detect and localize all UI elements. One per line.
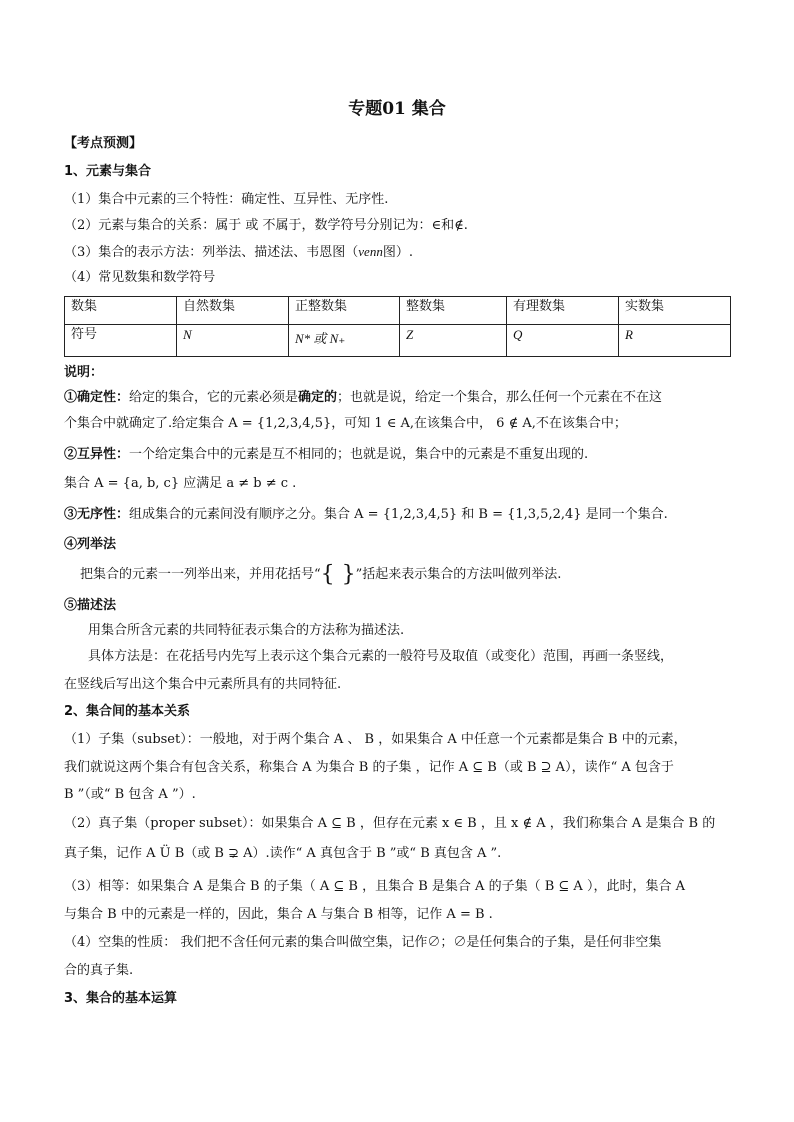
section-tag: 【考点预测】 [64, 136, 143, 151]
paragraph [64, 446, 588, 464]
paragraph: （4）常见数集和数学符号 [64, 270, 216, 285]
table-cell: N [177, 325, 289, 357]
term-label: ③无序性： [64, 507, 130, 522]
paragraph: 个集合中就确定了.给定集合 A = {1,2,3,4,5}，可知 1 ∈ A,在该集合中， 6 ∉ A,不在该集合中； [64, 416, 627, 431]
paragraph: （4）空集的性质： 我们把不含任何元素的集合叫做空集，记作∅；∅是任何集合的子集，是任何非空集 [64, 935, 662, 950]
paragraph [80, 562, 562, 587]
term-label: ④列举法 [64, 537, 117, 552]
table-row [65, 325, 731, 357]
text-run: 给定的集合，它的元素必须是 [129, 390, 299, 405]
paragraph [64, 389, 662, 407]
text-run: ”括起来表示集合的方法叫做列举法. [355, 567, 562, 582]
text-run: 确定的 [298, 390, 338, 405]
text-run: 图）. [382, 245, 413, 260]
paragraph: （2）元素与集合的关系：属于 或 不属于，数学符号分别记为：∈和∉. [64, 218, 468, 233]
table-header-cell: 自然数集 [177, 297, 289, 325]
brace-symbol: { } [320, 562, 356, 587]
section-heading-1: 1、元素与集合 [64, 164, 152, 179]
math-run: venn [358, 244, 383, 259]
table-header-cell: 实数集 [619, 297, 731, 325]
term-label: ⑤描述法 [64, 598, 117, 613]
paragraph: （3）相等：如果集合 A 是集合 B 的子集（ A ⊆ B ，且集合 B 是集合 A 的子集（ B ⊆ A ），此时，集合 A [64, 879, 685, 894]
text-run: 一个给定集合中的元素是互不相同的；也就是说，集合中的元素是不重复出现的. [129, 447, 589, 462]
note-label: 说明： [64, 365, 104, 380]
table-header-cell: 有理数集 [507, 297, 619, 325]
paragraph: 具体方法是：在花括号内先写上表示这个集合元素的一般符号及取值（或变化）范围，再画一条竖线， [88, 649, 674, 664]
table-cell: Q [507, 325, 619, 357]
table-cell: N* 或 N₊ [289, 325, 400, 357]
paragraph: B ”（或“ B 包含 A ”）. [64, 787, 196, 802]
page-title: 专题01 集合 [348, 99, 446, 119]
table-header-cell: 数集 [65, 297, 177, 325]
term-label: ②互异性： [64, 447, 130, 462]
paragraph: 合的真子集. [64, 963, 134, 978]
section-heading-2: 2、集合间的基本关系 [64, 704, 191, 719]
table-header-cell: 正整数集 [289, 297, 400, 325]
paragraph: 集合 A = {a, b, c} 应满足 a ≠ b ≠ c . [64, 476, 297, 491]
paragraph: 用集合所含元素的共同特征表示集合的方法称为描述法. [88, 623, 405, 638]
table-cell: 符号 [65, 325, 177, 357]
paragraph [64, 506, 668, 524]
table-header-cell: 整数集 [400, 297, 507, 325]
text-run: （3）集合的表示方法：列举法、描述法、韦恩图（ [64, 245, 359, 260]
paragraph: 真子集，记作 A Ü B（或 B ⊋ A）.读作“ A 真包含于 B ”或“ B 真包含 A ”. [64, 846, 502, 861]
table-cell: Z [400, 325, 507, 357]
paragraph [64, 243, 413, 262]
paragraph: （2）真子集（proper subset）：如果集合 A ⊆ B ，但存在元素 x ∈ B ，且 x ∉ A ，我们称集合 A 是集合 B 的 [64, 816, 716, 831]
paragraph: 与集合 B 中的元素是一样的，因此，集合 A 与集合 B 相等，记作 A = B . [64, 907, 493, 922]
paragraph: （1）集合中元素的三个特性：确定性、互异性、无序性. [64, 192, 389, 207]
number-set-table [64, 296, 731, 357]
text-run: ；也就是说，给定一个集合，那么任何一个元素在不在这 [337, 390, 663, 405]
table-cell: R [619, 325, 731, 357]
text-run: 把集合的元素一一列举出来，并用花括号“ [80, 567, 321, 582]
text-run: 组成集合的元素间没有顺序之分。集合 A = {1,2,3,4,5} 和 B = {1,3,5,2,4} 是同一个集合. [129, 507, 668, 522]
term-label: ①确定性： [64, 390, 130, 405]
paragraph: （1）子集（subset）：一般地，对于两个集合 A 、 B ，如果集合 A 中任意一个元素都是集合 B 中的元素， [64, 732, 687, 747]
paragraph: 我们就说这两个集合有包含关系，称集合 A 为集合 B 的子集 ，记作 A ⊆ B（或 B ⊇ A），读作“ A 包含于 [64, 760, 674, 775]
paragraph: 在竖线后写出这个集合中元素所具有的共同特征. [64, 677, 342, 692]
section-heading-3: 3、集合的基本运算 [64, 991, 178, 1006]
table-row [65, 297, 731, 325]
